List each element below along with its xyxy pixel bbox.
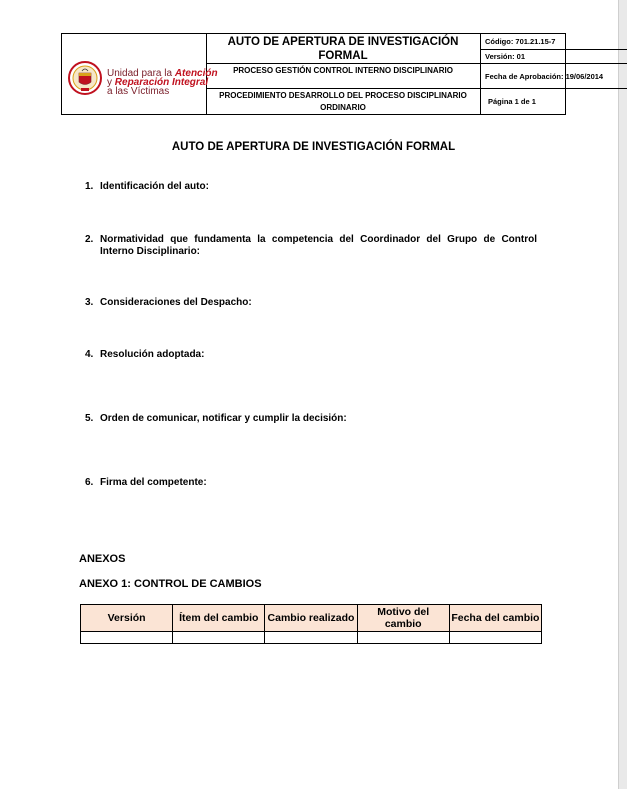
table-header-row	[81, 605, 542, 632]
section-item: 5. Orden de comunicar, notificar y cumplir la decisión:	[85, 413, 347, 424]
table-cell	[81, 632, 173, 644]
header-process: PROCESO GESTIÓN CONTROL INTERNO DISCIPLINARIO	[206, 64, 480, 89]
change-control-table	[80, 604, 542, 644]
column-header: Motivo del cambio	[357, 605, 449, 632]
table-cell	[357, 632, 449, 644]
section-item: 6. Firma del competente:	[85, 477, 207, 488]
colombia-seal-icon	[68, 61, 102, 95]
column-header: Ítem del cambio	[173, 605, 265, 632]
page-edge-shadow	[618, 0, 627, 789]
header-document-title: AUTO DE APERTURA DE INVESTIGACIÓN FORMAL	[206, 34, 480, 64]
section-item: 1. Identificación del auto:	[85, 181, 209, 192]
header-right-column	[480, 34, 627, 114]
column-header: Versión	[81, 605, 173, 632]
annex-1-heading: ANEXO 1: CONTROL DE CAMBIOS	[79, 578, 262, 590]
column-header: Fecha del cambio	[449, 605, 541, 632]
logo-cell	[62, 34, 218, 114]
table-row	[81, 632, 542, 644]
header-approval-date: Fecha de Aprobación: 19/06/2014	[480, 64, 627, 89]
header-page-number: Página 1 de 1	[488, 97, 536, 106]
header-version: Versión: 01	[480, 50, 627, 64]
document-header-table	[61, 33, 604, 115]
section-item: 3. Consideraciones del Despacho:	[85, 297, 252, 308]
document-title: AUTO DE APERTURA DE INVESTIGACIÓN FORMAL	[171, 141, 456, 153]
table-cell	[173, 632, 265, 644]
header-middle-column	[206, 34, 481, 114]
annexes-heading: ANEXOS	[79, 553, 126, 565]
header-code: Código: 701.21.15-7	[480, 34, 627, 50]
table-cell	[449, 632, 541, 644]
column-header: Cambio realizado	[265, 605, 357, 632]
table-cell	[265, 632, 357, 644]
header-procedure: PROCEDIMIENTO DESARROLLO DEL PROCESO DISCIPLINARIO ORDINARIO	[219, 91, 467, 112]
agency-logo-wordmark: Unidad para la Atención y Reparación Integral a las Víctimas	[107, 68, 218, 97]
section-item: 4. Resolución adoptada:	[85, 349, 205, 360]
